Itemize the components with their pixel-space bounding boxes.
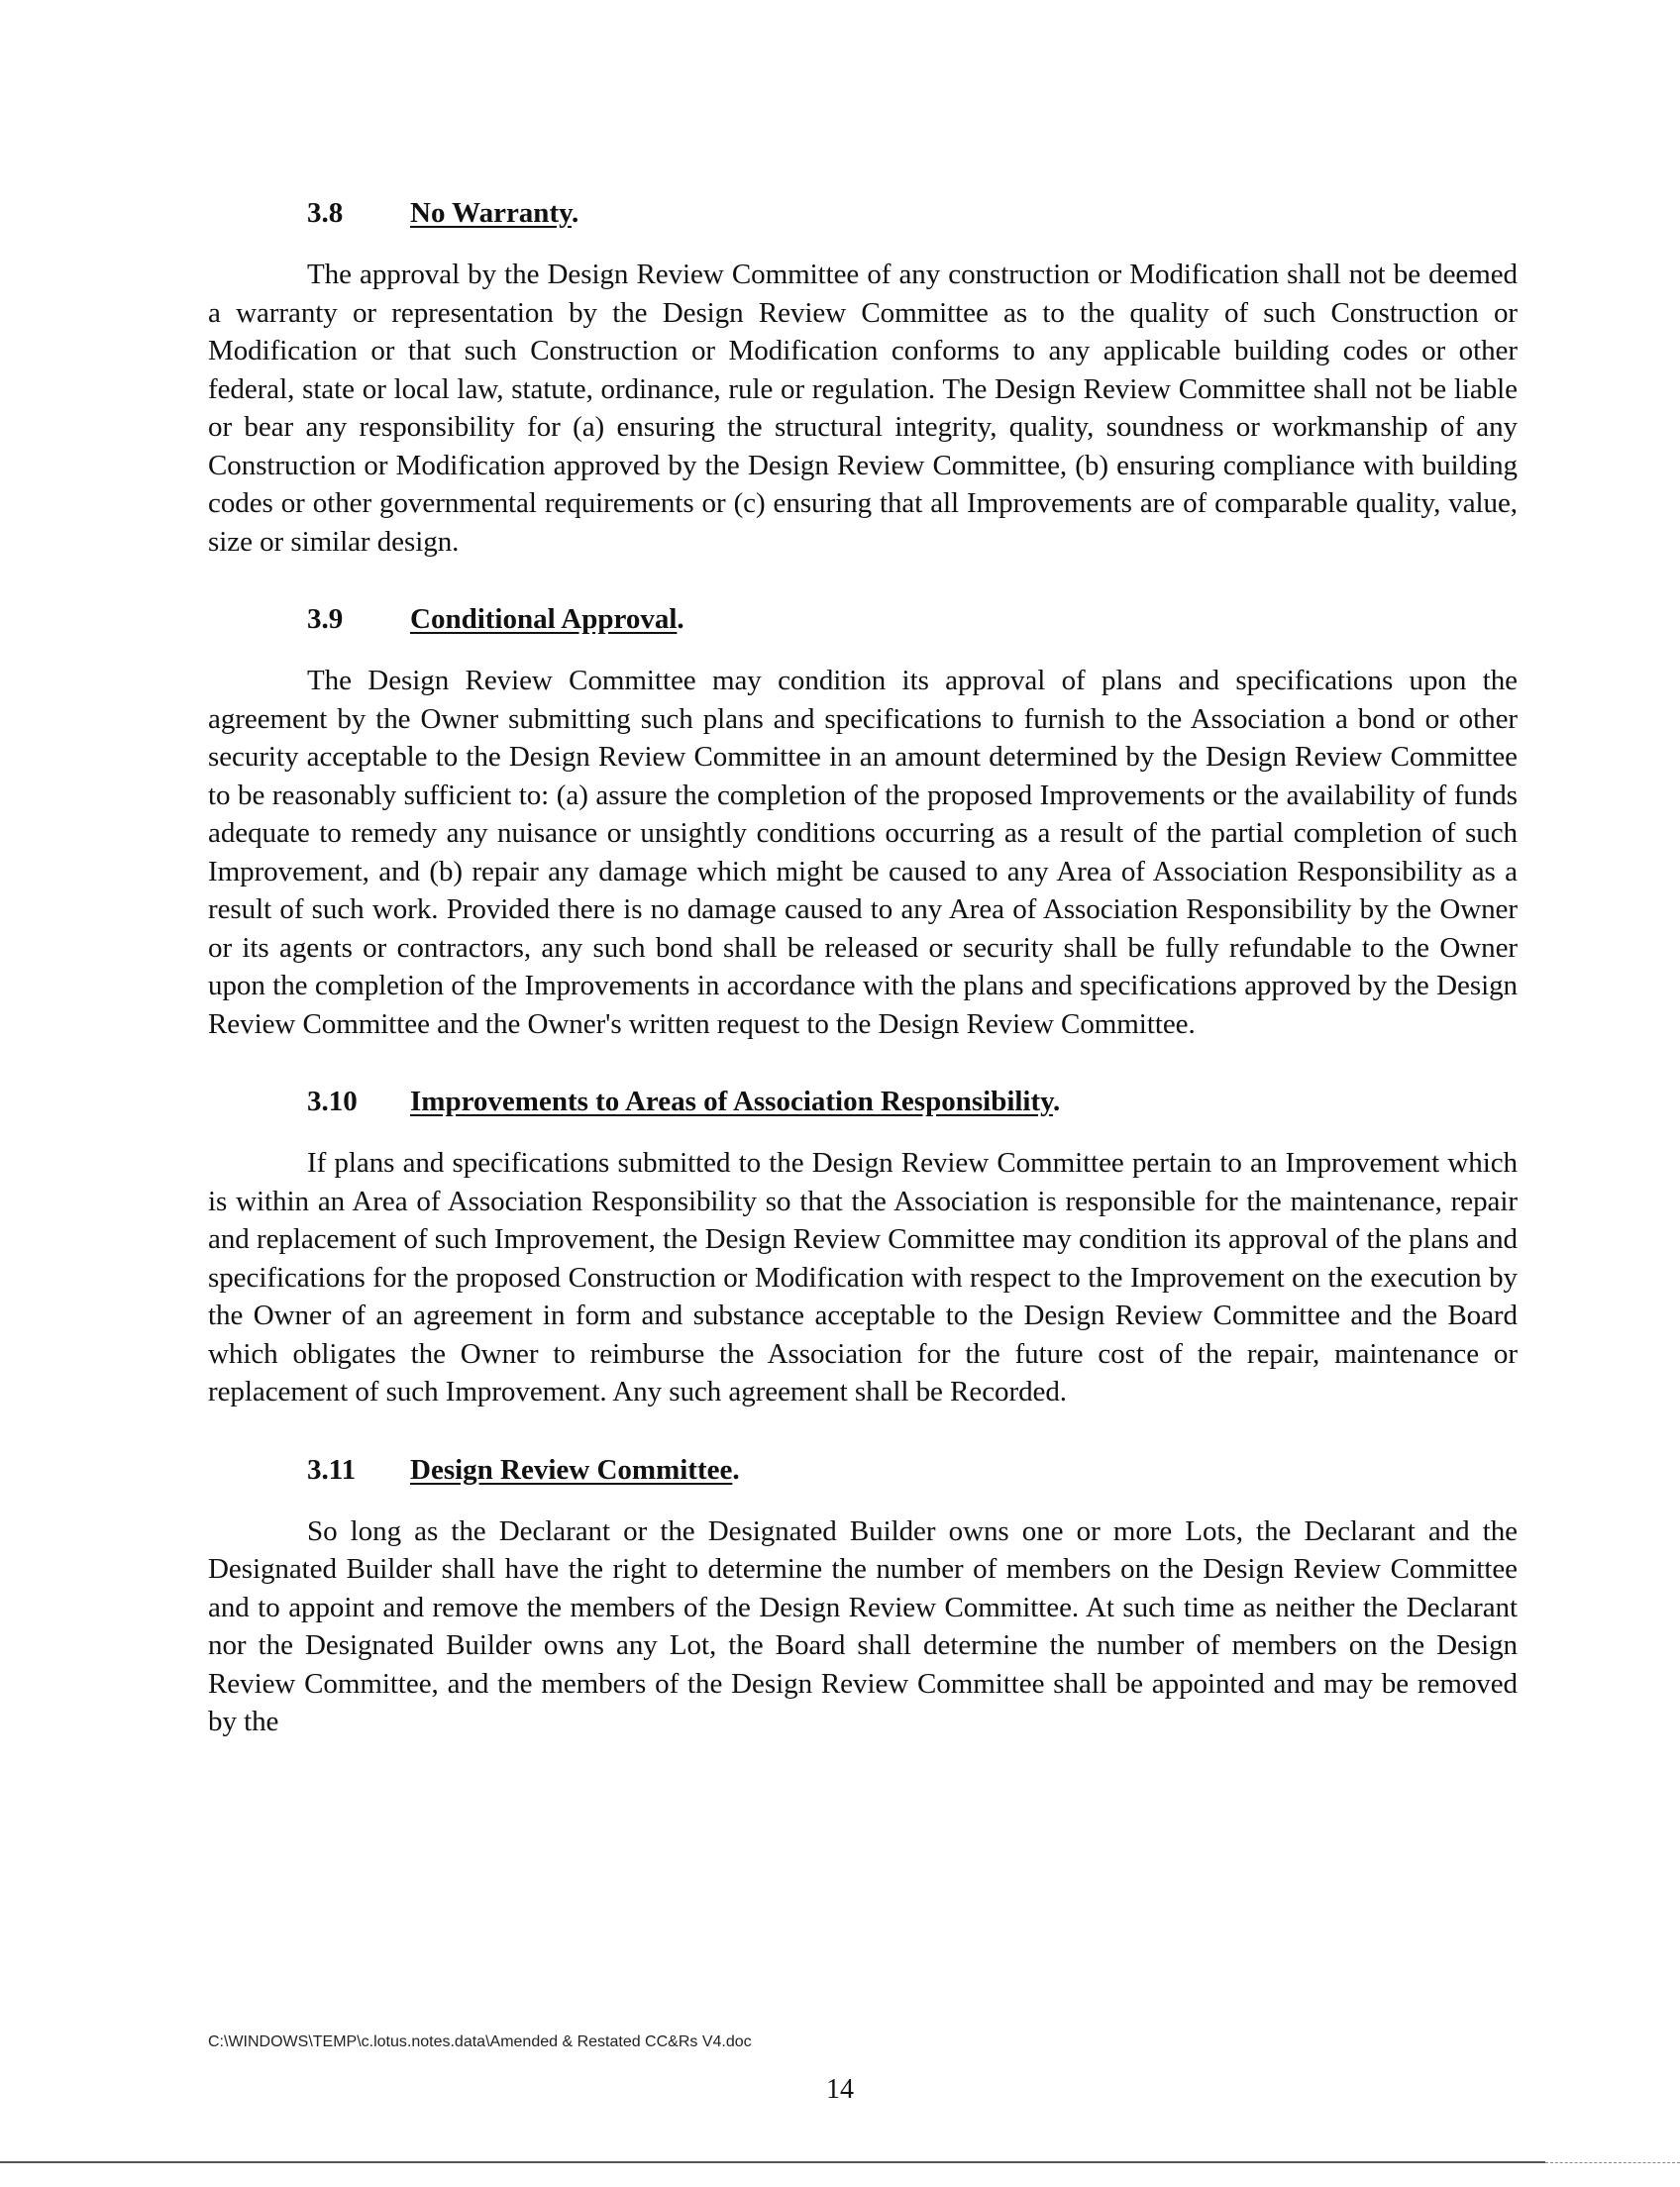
section-number: 3.11: [307, 1453, 357, 1486]
page-number: 14: [826, 2074, 854, 2105]
page-bottom-rule: [0, 2161, 1545, 2163]
heading-period: .: [677, 603, 684, 635]
footer-file-path: C:\WINDOWS\TEMP\c.lotus.notes.data\Amended & Restated CC&Rs V4.doc: [208, 2033, 752, 2050]
page-bottom-rule-tail: [1545, 2162, 1680, 2163]
section-3-8: [208, 194, 1518, 561]
heading-period: .: [1053, 1086, 1061, 1117]
section-paragraph: So long as the Declarant or the Designated Builder owns one or more Lots, the Declarant and the Designated Builder shall have the right to determine the number of members on the Design Review Committee and to appoint and remove the members of the Design Review Committee. At such time as neither the Declarant nor the Designated Builder owns any Lot, the Board shall determine the number of members on the Design Review Committee, and the members of the Design Review Committee shall be appointed and may be removed by the: [208, 1514, 1518, 1737]
heading-period: .: [572, 197, 579, 229]
section-title: No Warranty: [410, 197, 572, 229]
section-heading: [208, 1451, 1518, 1489]
section-heading: [208, 194, 1518, 232]
document-body: [208, 194, 1518, 1781]
section-number: 3.9: [307, 603, 344, 635]
section-heading: [208, 600, 1518, 638]
section-3-10: [208, 1083, 1518, 1411]
section-title: Conditional Approval: [410, 603, 678, 635]
section-number: 3.10: [307, 1086, 358, 1117]
section-number: 3.8: [307, 197, 344, 229]
section-heading: [208, 1083, 1518, 1120]
section-3-11: [208, 1451, 1518, 1741]
section-paragraph: The approval by the Design Review Committee of any construction or Modification shall not be deemed a warranty or representation by the Design Review Committee as to the quality of such Construction or Modification or that such Construction or Modification conforms to any applicable building codes or other federal, state or local law, statute, ordinance, rule or regulation. The Design Review Committee shall not be liable or bear any responsibility for (a) ensuring the structural integrity, quality, soundness or workmanship of any Construction or Modification approved by the Design Review Committee, (b) ensuring compliance with building codes or other governmental requirements or (c) ensuring that all Improvements are of comparable quality, value, size or similar design.: [208, 259, 1518, 558]
section-title: Design Review Committee: [410, 1453, 733, 1486]
section-3-9: [208, 600, 1518, 1043]
section-paragraph: If plans and specifications submitted to the Design Review Committee pertain to an Improvement which is within an Area of Association Responsibility so that the Association is responsible for the maintenance, repair and replacement of such Improvement, the Design Review Committee may condition its approval of the plans and specifications for the proposed Construction or Modification with respect to the Improvement on the execution by the Owner of an agreement in form and substance acceptable to the Design Review Committee and the Board which obligates the Owner to reimburse the Association for the future cost of the repair, maintenance or replacement of such Improvement. Any such agreement shall be Recorded.: [208, 1147, 1518, 1407]
heading-period: .: [732, 1453, 740, 1486]
section-title: Improvements to Areas of Association Responsibility: [410, 1086, 1054, 1117]
section-paragraph: The Design Review Committee may condition its approval of plans and specifications upon the agreement by the Owner submitting such plans and specifications to furnish to the Association a bond or other security acceptable to the Design Review Committee in an amount determined by the Design Review Committee to be reasonably sufficient to: (a) assure the completion of the proposed Improvements or the availability of funds adequate to remedy any nuisance or unsightly conditions occurring as a result of the partial completion of such Improvement, and (b) repair any damage which might be caused to any Area of Association Responsibility as a result of such work. Provided there is no damage caused to any Area of Association Responsibility by the Owner or its agents or contractors, any such bond shall be released or security shall be fully refundable to the Owner upon the completion of the Improvements in accordance with the plans and specifications approved by the Design Review Committee and the Owner's written request to the Design Review Committee.: [208, 665, 1518, 1040]
